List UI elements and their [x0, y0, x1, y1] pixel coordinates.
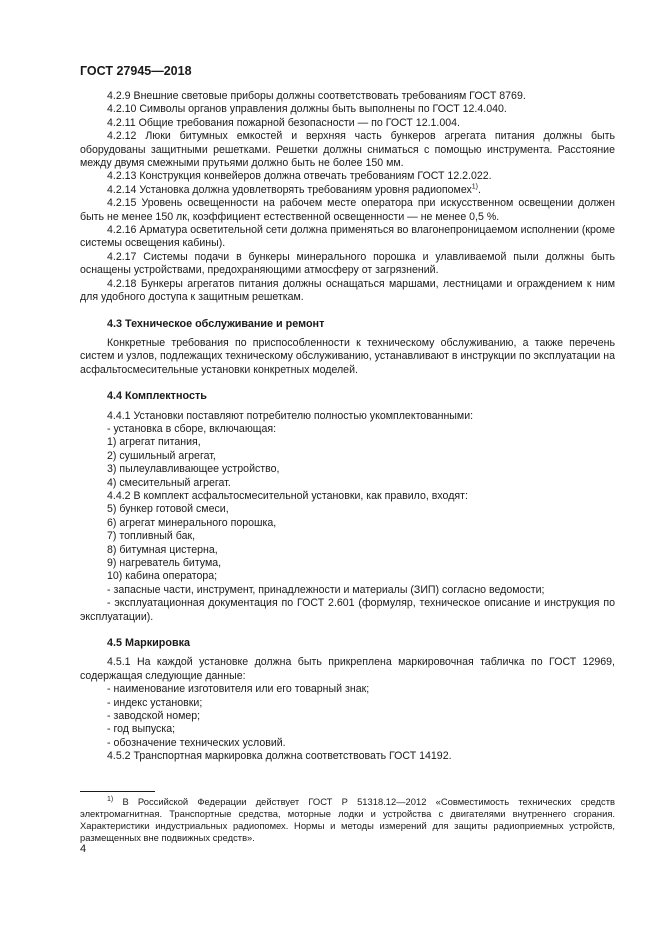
- list-item: 3) пылеулавливающее устройство,: [107, 463, 280, 476]
- section-4-5-heading: 4.5 Маркировка: [107, 637, 191, 650]
- list-item: 4) смесительный агрегат.: [107, 476, 231, 489]
- section-4-3-heading: 4.3 Техническое обслуживание и ремонт: [107, 317, 325, 330]
- section-4-3-text: Конкретные требования по приспособленности к техническому обслуживанию, а также перечень систем и узлов, подлежащих техническому обслуживанию, устанавливают в инструкции по эксплуатации на асфальтосмесительные установки конкретных моделей.: [80, 336, 615, 376]
- paragraph-4-2-12: 4.2.12 Люки битумных емкостей и верхняя часть бункеров агрегата питания должны быть оборудованы защитными решетками. Решетки должны сниматься с помощью инструмента. Расстояние между двумя смежными прутьями должно быть не более 150 мм.: [80, 130, 615, 170]
- list-item: 4.4.2 В комплект асфальтосмесительной установки, как правило, входят:: [107, 489, 468, 502]
- paragraph-4-2-16: 4.2.16 Арматура осветительной сети должна применяться во влагонепроницаемом исполнении (кроме системы освещения кабины).: [80, 224, 615, 250]
- footnote-text: В Российской Федерации действует ГОСТ Р 51318.12—2012 «Совместимость технических средств электромагнитная. Транспортные средства, моторные лодки и устройства с двигателями внутреннего сгорания. Характеристики индустриальных радиопомех. Нормы и методы измерений для защиты радиоприемных устройств, размещенных вне подвижных средств».: [80, 796, 615, 843]
- list-item: - запасные части, инструмент, принадлежности и материалы (ЗИП) согласно ведомости;: [107, 583, 545, 596]
- list-item: 10) кабина оператора;: [107, 570, 218, 583]
- list-item: 6) агрегат минерального порошка,: [107, 516, 277, 529]
- paragraph-4-2-11: 4.2.11 Общие требования пожарной безопасности — по ГОСТ 12.1.004.: [107, 116, 460, 129]
- footnote-ref[interactable]: 1): [471, 183, 479, 191]
- list-item: - год выпуска;: [107, 723, 176, 736]
- list-item: 1) агрегат питания,: [107, 436, 201, 449]
- footnote: [80, 796, 615, 844]
- list-item: 8) битумная цистерна,: [107, 543, 218, 556]
- paragraph-4-2-13: 4.2.13 Конструкция конвейеров должна отвечать требованиям ГОСТ 12.2.022.: [107, 170, 492, 183]
- paragraph-4-2-14-tail: .: [478, 183, 481, 196]
- list-item: - обозначение технических условий.: [107, 736, 286, 749]
- paragraph-4-2-18: 4.2.18 Бункеры агрегатов питания должны оснащаться маршами, лестницами и ограждением к ним для удобного доступа к защитным решеткам.: [80, 277, 615, 304]
- paragraph-4-2-15: 4.2.15 Уровень освещенности на рабочем месте оператора при искусственном освещении должен быть не менее 150 лк, коэффициент естественной освещенности — не менее 0,5 %.: [80, 197, 615, 223]
- list-item: - наименование изготовителя или его товарный знак;: [107, 683, 370, 696]
- list-item: 4.4.1 Установки поставляют потребителю полностью укомплектованными:: [107, 409, 474, 422]
- paragraph-4-2-14-text: 4.2.14 Установка должна удовлетворять требованиям уровня радиопомех: [107, 183, 472, 196]
- list-item: 5) бункер готовой смеси,: [107, 503, 229, 516]
- paragraph-4-2-9: 4.2.9 Внешние световые приборы должны соответствовать требованиям ГОСТ 8769.: [107, 90, 526, 102]
- footnote-mark: 1): [107, 795, 114, 803]
- list-item: 4.5.2 Транспортная маркировка должна соответствовать ГОСТ 14192.: [107, 750, 452, 763]
- paragraph-4-2-14: [80, 184, 615, 197]
- page-number: 4: [80, 843, 87, 855]
- footnote-divider: [80, 791, 155, 792]
- paragraph-4-2-10: 4.2.10 Символы органов управления должны быть выполнены по ГОСТ 12.4.040.: [107, 103, 507, 116]
- section-4-5-intro: 4.5.1 На каждой установке должна быть прикреплена маркировочная табличка по ГОСТ 12969, содержащая следующие данные:: [80, 656, 615, 682]
- main-text: [80, 90, 615, 764]
- list-item: 9) нагреватель битума,: [107, 557, 222, 569]
- list-item: - эксплуатационная документация по ГОСТ 2.601 (формуляр, техническое описание и инструкция по эксплуатации).: [80, 597, 615, 623]
- list-item: 7) топливный бак,: [107, 530, 196, 543]
- paragraph-4-2-17: 4.2.17 Системы подачи в бункеры минерального порошка и улавливаемой пыли должны быть оснащены устройствами, предохраняющими атмосферу от загрязнений.: [80, 250, 615, 277]
- list-item: - установка в сборе, включающая:: [107, 422, 277, 435]
- list-item: 2) сушильный агрегат,: [107, 449, 216, 462]
- list-item: - заводской номер;: [107, 710, 201, 723]
- list-item: - индекс установки;: [107, 696, 203, 709]
- section-4-4-heading: 4.4 Комплектность: [107, 390, 207, 403]
- document-header: ГОСТ 27945—2018: [80, 64, 192, 78]
